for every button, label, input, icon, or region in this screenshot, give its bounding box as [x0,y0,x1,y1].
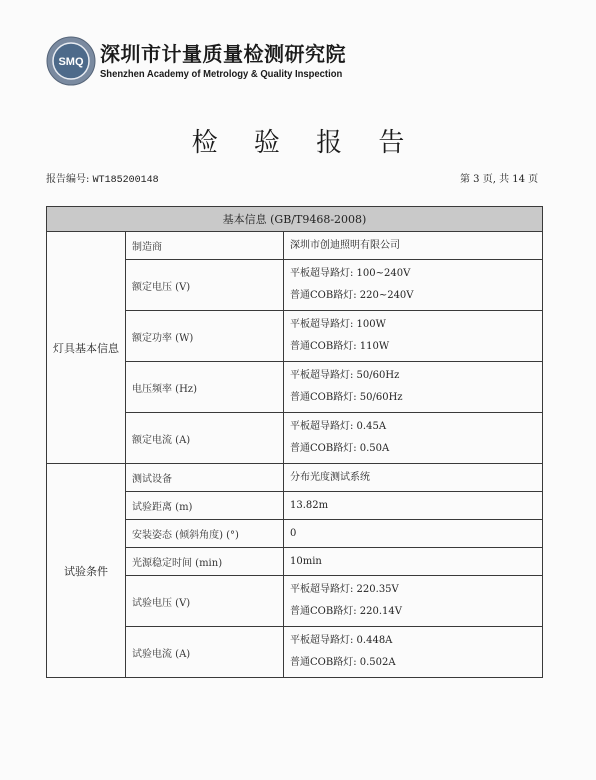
field-label: 测试设备 [126,464,284,492]
value-line: 普通COB路灯: 0.502A [290,657,396,668]
field-value [284,520,543,548]
value-line: 分布光度测试系统 [290,471,370,483]
group-label: 灯具基本信息 [47,232,126,464]
field-label: 安装姿态 (倾斜角度) (°) [126,520,284,548]
field-value [284,548,543,576]
org-name-cn: 深圳市计量质量检测研究院 [100,42,346,66]
value-line: 平板超导路灯: 50/60Hz [290,370,400,381]
value-line: 普通COB路灯: 50/60Hz [290,392,403,403]
field-value [284,576,543,627]
value-line: 普通COB路灯: 0.50A [290,443,390,454]
value-line: 深圳市创迪照明有限公司 [290,239,400,251]
document-title: 检 验 报 告 [191,128,419,158]
report-number-label: 报告编号: [46,174,90,185]
field-value [284,627,543,678]
value-line: 普通COB路灯: 110W [290,341,390,352]
value-line: 平板超导路灯: 0.45A [290,421,387,432]
field-label: 制造商 [126,232,284,260]
field-value [284,362,543,413]
field-label: 光源稳定时间 (min) [126,548,284,576]
value-line: 13.82m [290,499,329,511]
field-label: 电压频率 (Hz) [126,362,284,413]
report-number-value: WT185200148 [92,175,159,186]
logo-text: SMQ [58,56,84,68]
field-label: 试验电压 (V) [126,576,284,627]
field-value [284,464,543,492]
table-row [47,232,543,260]
report-number [46,170,159,186]
smq-logo [46,36,96,86]
field-label: 试验电流 (A) [126,627,284,678]
field-label: 试验距离 (m) [126,492,284,520]
value-line: 普通COB路灯: 220.14V [290,606,402,617]
page-info: 第 3 页, 共 14 页 [460,174,539,185]
value-line: 平板超导路灯: 0.448A [290,635,393,646]
field-value [284,232,543,260]
value-line: 10min [290,555,322,567]
field-label: 额定功率 (W) [126,311,284,362]
field-value [284,492,543,520]
field-label: 额定电流 (A) [126,413,284,464]
org-name-en: Shenzhen Academy of Metrology & Quality Inspection [100,68,343,80]
field-value [284,413,543,464]
field-value [284,260,543,311]
value-line: 平板超导路灯: 220.35V [290,584,399,595]
value-line: 平板超导路灯: 100W [290,319,386,330]
section-title: 基本信息 (GB/T9468-2008) [47,207,543,232]
report-header [46,34,346,94]
basic-info-table [46,206,543,678]
field-label: 额定电压 (V) [126,260,284,311]
table-row [47,464,543,492]
value-line: 0 [290,527,297,539]
value-line: 普通COB路灯: 220~240V [290,290,414,301]
value-line: 平板超导路灯: 100~240V [290,268,411,279]
field-value [284,311,543,362]
group-label: 试验条件 [47,464,126,678]
